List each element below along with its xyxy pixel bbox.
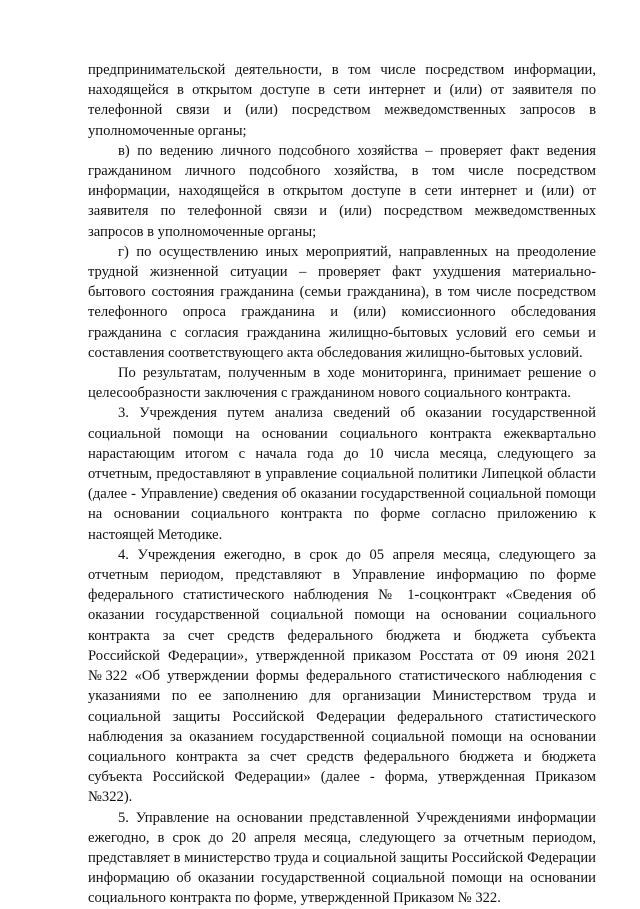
paragraph-continuation: предпринимательской деятельности, в том числе посредством информации, находящейся в открытом доступе в сети интернет и (или) от заявителя по телефонной связи и (или) посредством межведомственных запросов в уполномоченные органы; — [88, 62, 596, 139]
paragraph-item-g: г) по осуществлению иных мероприятий, направленных на преодоление трудной жизненной ситуации – проверяет факт ухудшения материально-бытового состояния гражданина (семьи гражданина), в том числе посредством телефонного опроса гражданина и (или) комиссионного обследования гражданина с согласия гражданина жилищно-бытовых условий его семьи и составления соответствующего акта обследования жилищно-бытовых условий. — [88, 243, 596, 361]
paragraph-item-v: в) по ведению личного подсобного хозяйства – проверяет факт ведения гражданином личного подсобного хозяйства, в том числе посредством информации, находящейся в открытом доступе в сети интернет и (или) от заявителя по телефонной связи и (или) посредством межведомственных запросов в уполномоченные органы; — [88, 142, 596, 240]
paragraph-clause-3: 3. Учреждения путем анализа сведений об оказании государственной социальной помощи на основании социального контракта ежеквартально нарастающим итогом с начала года до 10 числа месяца, следующего за отчетным, предоставляют в управление социальной политики Липецкой области (далее - Управление) сведения об оказании государственной социальной помощи на основании социального контракта по форме согласно приложению к настоящей Методике. — [88, 405, 596, 543]
paragraph-clause-5: 5. Управление на основании представленной Учреждениями информации ежегодно, в срок до 20 апреля месяца, следующего за отчетным периодом, представляет в министерство труда и социальной защиты Российской Федерации информацию об оказании государственной социальной помощи на основании социального контракта по форме, утвержденной Приказом № 322. — [88, 809, 596, 907]
paragraph-monitoring-result: По результатам, полученным в ходе мониторинга, принимает решение о целесообразности заключения с гражданином нового социального контракта. — [88, 365, 596, 402]
paragraph-clause-4: 4. Учреждения ежегодно, в срок до 05 апреля месяца, следующего за отчетным периодом, представляют в Управление информацию по форме федерального статистического наблюдения № 1-соцконтракт «Сведения об оказании государственной социальной помощи на основании социального контракта за счет средств федерального бюджета и бюджета субъекта Российской Федерации», утвержденной приказом Росстата от 09 июня 2021 №322 «Об утверждении формы федерального статистического наблюдения с указаниями по ее заполнению для организации Министерством труда и социальной защиты Российской Федерации федерального статистического наблюдения за оказанием государственной социальной помощи на основании социального контракта за счет средств федерального бюджета и бюджета субъекта Российской Федерации» (далее - форма, утвержденная Приказом №322). — [88, 546, 596, 806]
document-page — [88, 60, 596, 909]
